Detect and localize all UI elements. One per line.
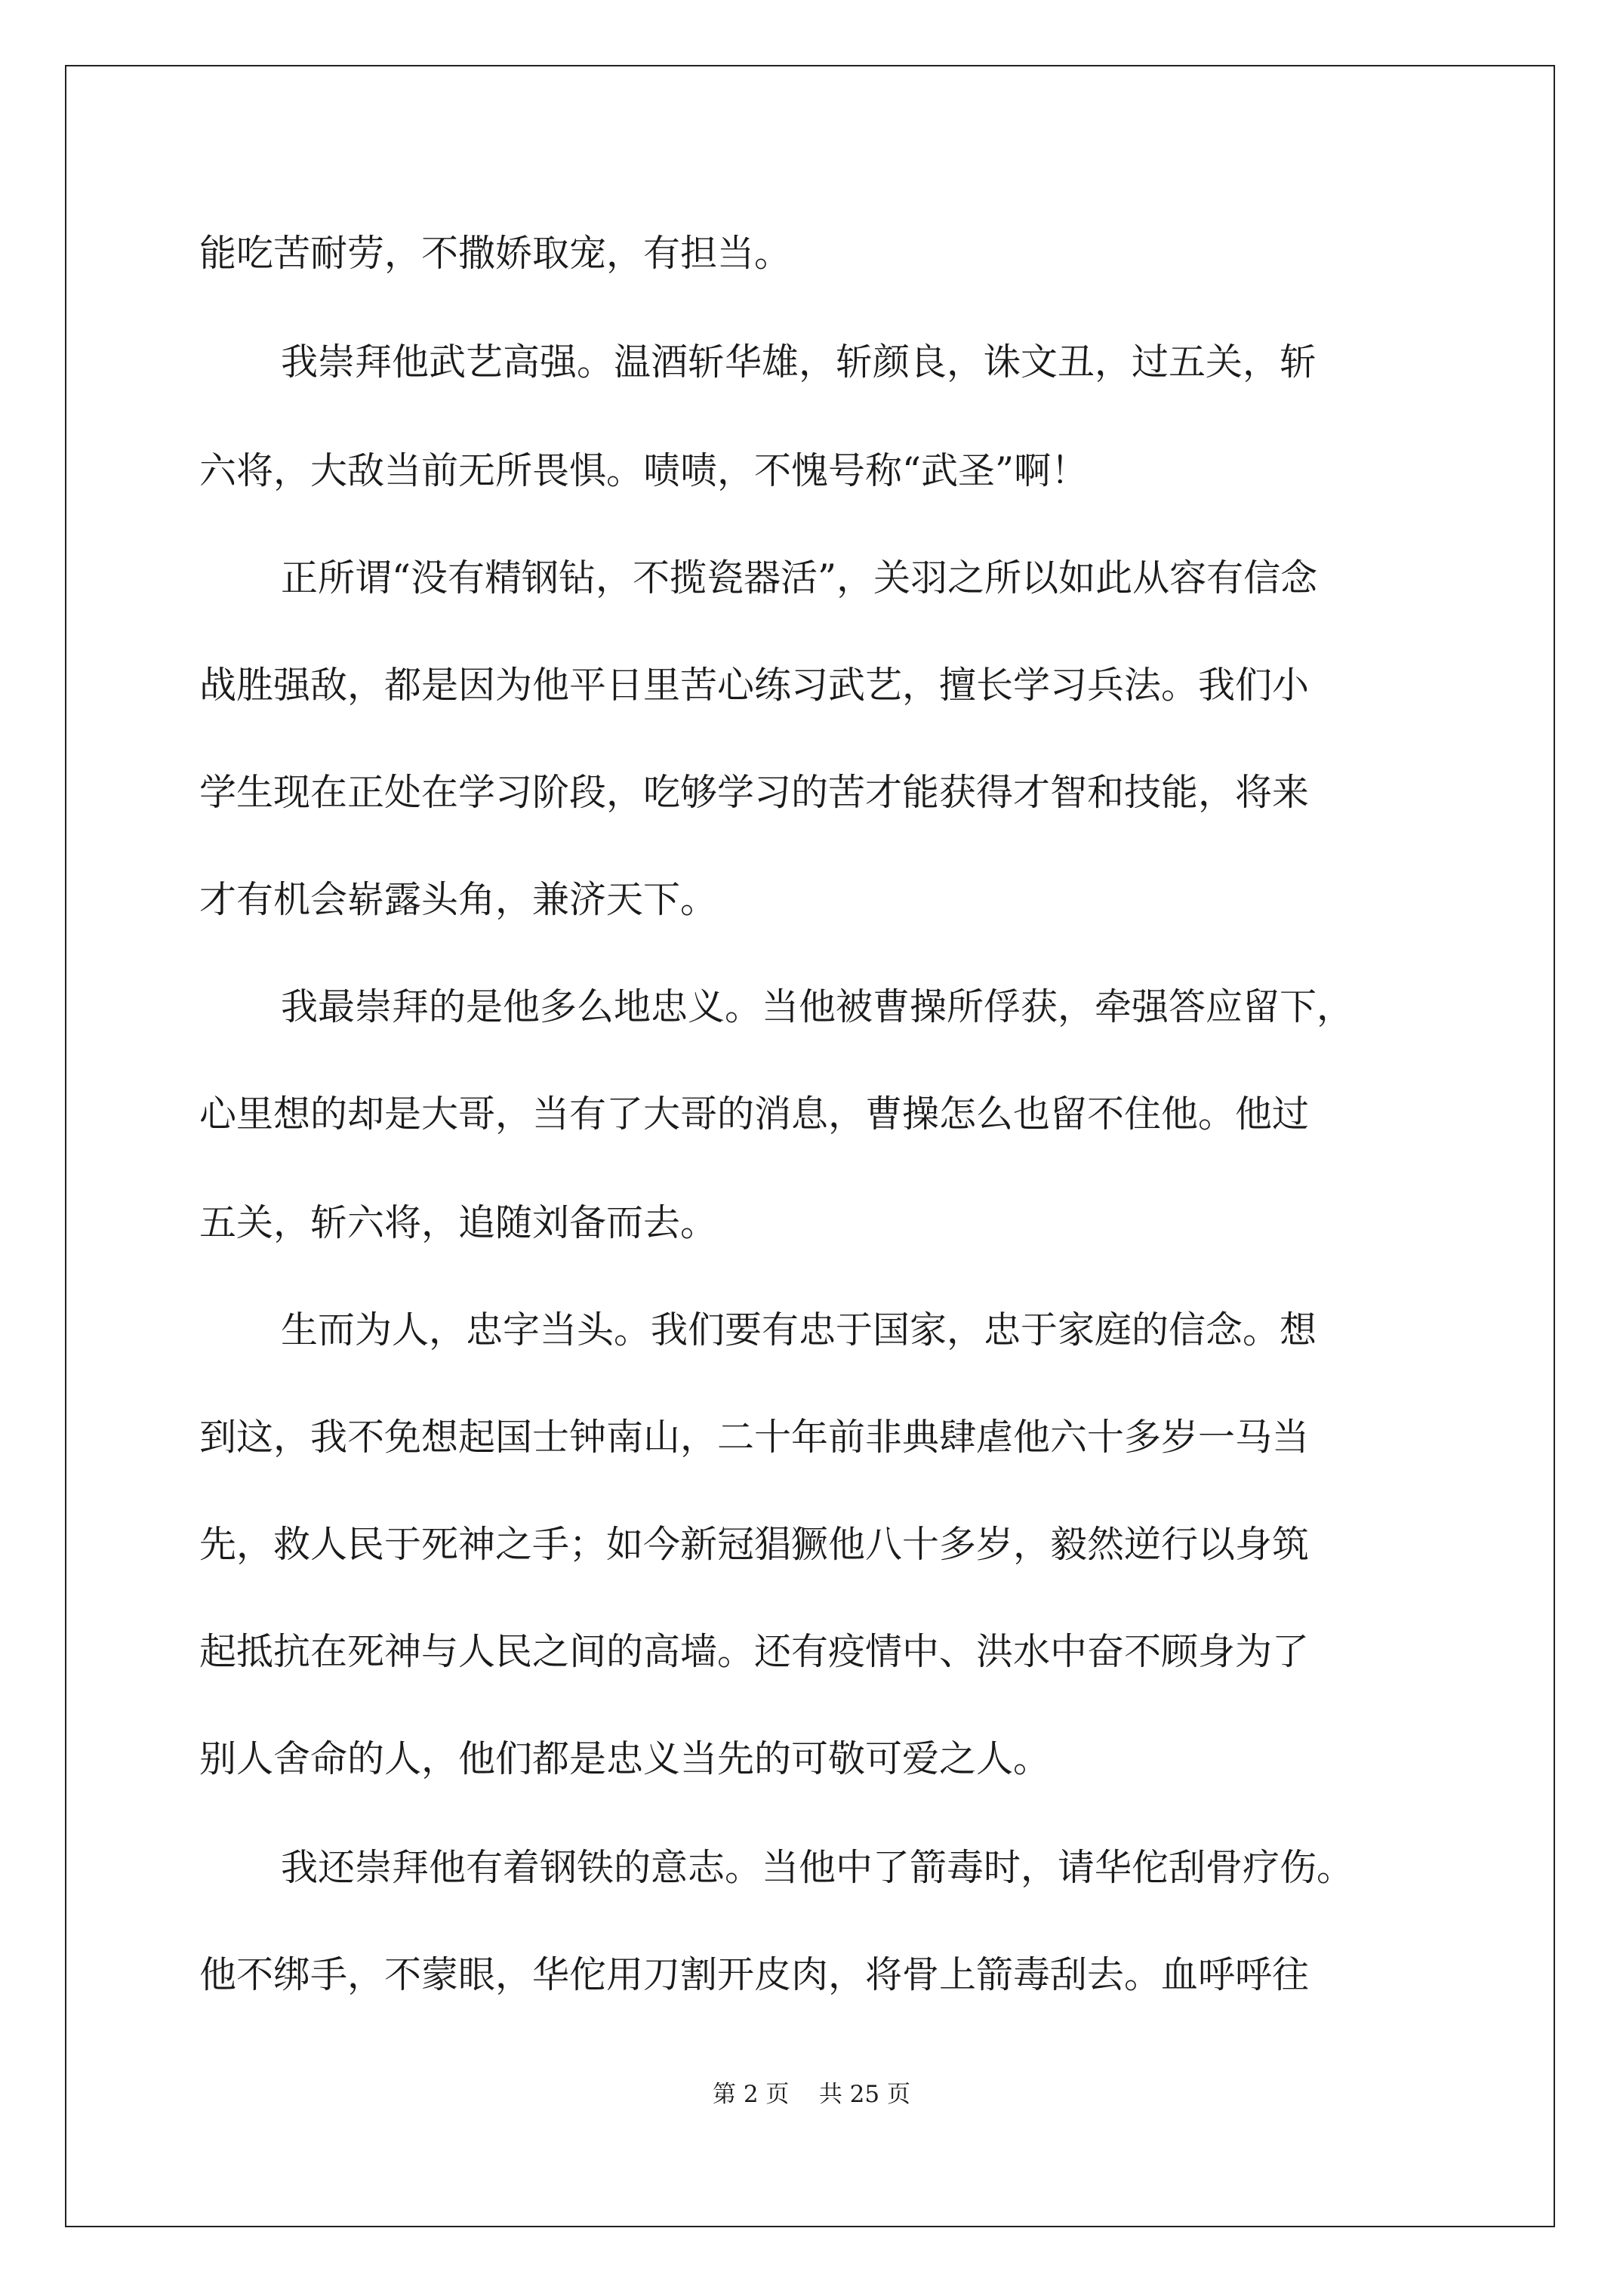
text-line: 别人舍命的人，他们都是忠义当先的可敬可爱之人。 [199, 1737, 1051, 1780]
text-line: 我崇拜他武艺高强。温酒斩华雄，斩颜良，诛文丑，过五关，斩 [281, 341, 1317, 384]
text-line: 战胜强敌，都是因为他平日里苦心练习武艺，擅长学习兵法。我们小 [199, 664, 1310, 707]
text-line: 六将，大敌当前无所畏惧。啧啧，不愧号称“武圣”啊！ [199, 449, 1089, 492]
text-line: 才有机会崭露头角，兼济天下。 [199, 878, 718, 921]
text-line: 生而为人，忠字当头。我们要有忠于国家，忠于家庭的信念。想 [281, 1308, 1317, 1351]
text-line: 我最崇拜的是他多么地忠义。当他被曹操所俘获，牵强答应留下， [281, 985, 1354, 1028]
text-line: 学生现在正处在学习阶段，吃够学习的苦才能获得才智和技能，将来 [199, 771, 1310, 814]
text-line: 五关，斩六将，追随刘备而去。 [199, 1201, 718, 1244]
page-border [65, 65, 1555, 2227]
text-line: 他不绑手，不蒙眼，华佗用刀割开皮肉，将骨上箭毒刮去。血呼呼往 [199, 1953, 1310, 1996]
page-number-footer: 第 2 页 共 25 页 [712, 2081, 910, 2108]
text-line: 我还崇拜他有着钢铁的意志。当他中了箭毒时，请华佗刮骨疗伤。 [281, 1846, 1354, 1889]
text-line: 能吃苦耐劳，不撒娇取宠，有担当。 [199, 232, 792, 275]
text-line: 正所谓“没有精钢钻，不揽瓷器活”，关羽之所以如此从容有信念 [281, 556, 1318, 599]
text-line: 起抵抗在死神与人民之间的高墙。还有疫情中、洪水中奋不顾身为了 [199, 1630, 1310, 1673]
text-line: 心里想的却是大哥，当有了大哥的消息，曹操怎么也留不住他。他过 [199, 1093, 1310, 1136]
text-line: 到这，我不免想起国士钟南山，二十年前非典肆虐他六十多岁一马当 [199, 1416, 1310, 1459]
text-line: 先，救人民于死神之手；如今新冠猖獗他八十多岁，毅然逆行以身筑 [199, 1523, 1310, 1566]
